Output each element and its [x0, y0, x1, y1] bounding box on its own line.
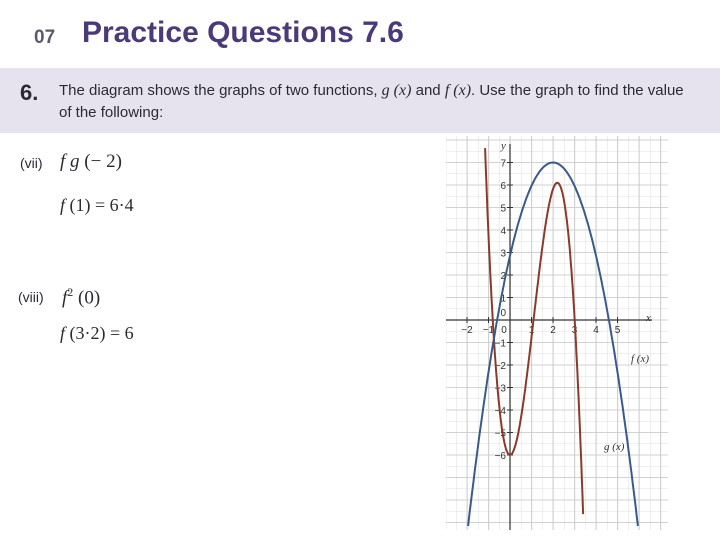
y-tick-label: 5 — [500, 203, 506, 215]
question-text-part1: The diagram shows the graphs of two functions, — [59, 82, 382, 99]
part-viii-superscript: 2 — [67, 285, 74, 299]
x-tick-label: −1 — [482, 325, 495, 336]
x-tick-label: 4 — [593, 325, 599, 336]
part-vii-arg: (− 2) — [79, 151, 122, 172]
x-tick-label: 5 — [614, 325, 621, 336]
part-viii-answer-value: (3·2) = 6 — [65, 323, 134, 343]
y-axis-label: y — [501, 140, 506, 152]
x-tick-label: 0 — [501, 325, 507, 336]
y-tick-label: −3 — [494, 383, 506, 395]
part-viii-answer-fn: f — [60, 323, 66, 343]
y-tick-label: 6 — [500, 181, 506, 192]
y-tick-label: 3 — [500, 248, 506, 260]
f-curve-label: f (x) — [631, 353, 650, 365]
function-graph — [446, 136, 668, 530]
question-number: 6. — [20, 80, 39, 105]
x-tick-label: 1 — [528, 325, 535, 336]
graph-grid — [446, 136, 668, 530]
y-tick-label: 2 — [500, 271, 506, 282]
y-tick-label: 7 — [500, 158, 506, 170]
g-curve-label: g (x) — [604, 441, 625, 453]
x-axis-label: x — [646, 312, 651, 324]
x-tick-label: 2 — [550, 325, 556, 336]
part-vii-label: (vii) — [20, 155, 43, 171]
part-vii-answer-value: (1) = 6·4 — [65, 195, 134, 215]
question-text-part2: . Use the graph to find the value of the following: — [59, 82, 684, 121]
part-viii-answer — [60, 323, 134, 344]
graph-tick-labels — [461, 159, 620, 463]
y-tick-label: −5 — [494, 428, 506, 440]
page-title: Practice Questions 7.6 — [82, 16, 404, 49]
x-tick-label: −2 — [461, 325, 473, 336]
y-tick-label: 4 — [500, 226, 506, 237]
chapter-number: 07 — [34, 27, 56, 48]
part-viii-expression — [62, 285, 100, 309]
part-viii-fn: f — [62, 287, 68, 309]
y-tick-label: −1 — [494, 338, 506, 350]
y-tick-label: 1 — [500, 293, 506, 305]
part-vii-answer — [60, 195, 134, 216]
question-text — [59, 80, 689, 124]
y-tick-label: −4 — [494, 406, 506, 417]
question-text-and: and — [411, 82, 445, 99]
part-vii-answer-fn: f — [60, 195, 66, 215]
part-viii-label: (viii) — [18, 289, 44, 305]
x-tick-label: 3 — [571, 325, 578, 336]
part-vii-fn: f g — [60, 151, 80, 172]
y-tick-label: 0 — [500, 308, 506, 319]
g-function-label: g (x) — [381, 82, 412, 99]
y-tick-label: −6 — [494, 451, 506, 462]
part-vii-expression — [60, 151, 122, 173]
f-function-label: f (x) — [444, 82, 472, 99]
part-viii-arg: (0) — [73, 287, 101, 309]
y-tick-label: −2 — [494, 361, 506, 372]
